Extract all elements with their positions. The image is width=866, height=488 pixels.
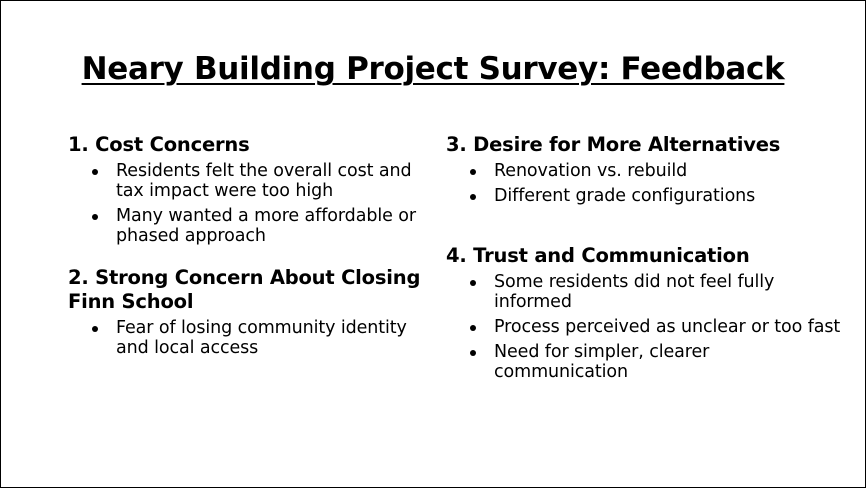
bullet-item bbox=[446, 186, 846, 206]
bullet-list bbox=[446, 161, 846, 206]
bullet-text: Many wanted a more affordable or phased approach bbox=[116, 206, 416, 246]
bullet-dot-icon bbox=[470, 169, 476, 175]
bullet-list bbox=[68, 161, 438, 246]
bullet-dot-icon bbox=[92, 169, 98, 175]
bullet-dot-icon bbox=[92, 326, 98, 332]
bullet-item bbox=[446, 317, 846, 337]
bullet-text: Some residents did not feel fully informed bbox=[494, 272, 775, 312]
section-closing-finn-school bbox=[68, 266, 438, 358]
bullet-text: Fear of losing community identity and local access bbox=[116, 318, 407, 358]
right-column bbox=[446, 133, 846, 400]
section-heading: 3. Desire for More Alternatives bbox=[446, 133, 781, 156]
bullet-list bbox=[68, 318, 438, 358]
section-heading: 2. Strong Concern About Closing Finn School bbox=[68, 266, 421, 313]
bullet-dot-icon bbox=[470, 350, 476, 356]
bullet-text: Need for simpler, clearer communication bbox=[494, 342, 710, 382]
bullet-dot-icon bbox=[470, 194, 476, 200]
bullet-item bbox=[446, 161, 846, 181]
left-column bbox=[68, 133, 438, 376]
section-cost-concerns bbox=[68, 133, 438, 246]
section-alternatives bbox=[446, 133, 846, 206]
slide-title: Neary Building Project Survey: Feedback bbox=[81, 51, 785, 87]
bullet-text: Different grade configurations bbox=[494, 186, 756, 206]
bullet-dot-icon bbox=[470, 280, 476, 286]
bullet-item bbox=[68, 161, 438, 201]
bullet-item bbox=[446, 342, 846, 382]
bullet-list bbox=[446, 272, 846, 382]
bullet-text: Process perceived as unclear or too fast bbox=[494, 317, 841, 337]
bullet-item bbox=[68, 318, 438, 358]
bullet-item bbox=[446, 272, 846, 312]
section-trust-communication bbox=[446, 244, 846, 382]
bullet-dot-icon bbox=[92, 214, 98, 220]
bullet-text: Renovation vs. rebuild bbox=[494, 161, 688, 181]
section-heading: 4. Trust and Communication bbox=[446, 244, 750, 267]
bullet-item bbox=[68, 206, 438, 246]
bullet-text: Residents felt the overall cost and tax impact were too high bbox=[116, 161, 412, 201]
section-heading: 1. Cost Concerns bbox=[68, 133, 250, 156]
bullet-dot-icon bbox=[470, 325, 476, 331]
